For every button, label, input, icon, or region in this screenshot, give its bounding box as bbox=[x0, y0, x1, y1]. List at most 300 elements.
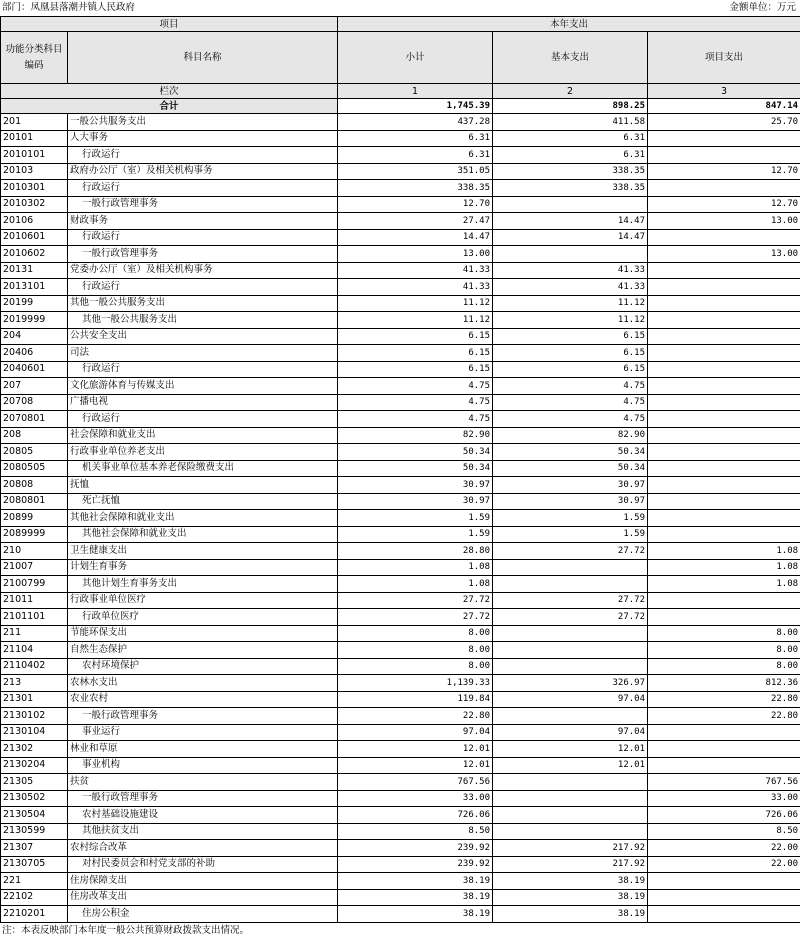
row-code: 204 bbox=[1, 328, 68, 345]
row-name: 林业和草原 bbox=[68, 741, 338, 758]
row-code: 21011 bbox=[1, 592, 68, 609]
row-subtotal: 33.00 bbox=[338, 790, 493, 807]
row-basic: 30.97 bbox=[493, 493, 648, 510]
header-column-row bbox=[1, 32, 800, 84]
row-basic: 27.72 bbox=[493, 543, 648, 560]
table-row bbox=[1, 609, 800, 626]
row-name: 财政事务 bbox=[68, 213, 338, 230]
row-project bbox=[648, 295, 800, 312]
col-header-subtotal: 小计 bbox=[338, 32, 493, 84]
row-name: 行政运行 bbox=[68, 361, 338, 378]
row-project: 1.08 bbox=[648, 543, 800, 560]
row-subtotal: 97.04 bbox=[338, 724, 493, 741]
column-index-row bbox=[1, 84, 800, 99]
row-project: 22.80 bbox=[648, 708, 800, 725]
row-name: 节能环保支出 bbox=[68, 625, 338, 642]
row-name: 农村基础设施建设 bbox=[68, 807, 338, 824]
row-basic bbox=[493, 642, 648, 659]
row-basic bbox=[493, 807, 648, 824]
footer-note: 注：本表反映部门本年度一般公共预算财政拨款支出情况。 bbox=[2, 924, 250, 936]
row-project bbox=[648, 147, 800, 164]
row-code: 20406 bbox=[1, 345, 68, 362]
row-subtotal: 1,139.33 bbox=[338, 675, 493, 692]
table-row bbox=[1, 510, 800, 527]
row-basic bbox=[493, 576, 648, 593]
row-name: 行政运行 bbox=[68, 411, 338, 428]
row-name: 自然生态保护 bbox=[68, 642, 338, 659]
row-subtotal: 22.80 bbox=[338, 708, 493, 725]
row-code: 22102 bbox=[1, 889, 68, 906]
row-project: 22.00 bbox=[648, 856, 800, 873]
row-subtotal: 8.00 bbox=[338, 625, 493, 642]
row-code: 2010602 bbox=[1, 246, 68, 263]
row-basic: 97.04 bbox=[493, 691, 648, 708]
row-project bbox=[648, 906, 800, 923]
row-name: 农业农村 bbox=[68, 691, 338, 708]
row-project bbox=[648, 609, 800, 626]
row-project bbox=[648, 427, 800, 444]
row-code: 21007 bbox=[1, 559, 68, 576]
row-name: 住房改革支出 bbox=[68, 889, 338, 906]
row-name: 人大事务 bbox=[68, 130, 338, 147]
row-basic: 1.59 bbox=[493, 526, 648, 543]
row-name: 对村民委员会和村党支部的补助 bbox=[68, 856, 338, 873]
row-subtotal: 239.92 bbox=[338, 840, 493, 857]
row-basic: 30.97 bbox=[493, 477, 648, 494]
row-project: 726.06 bbox=[648, 807, 800, 824]
row-basic: 41.33 bbox=[493, 262, 648, 279]
row-code: 20899 bbox=[1, 510, 68, 527]
row-subtotal: 1.08 bbox=[338, 559, 493, 576]
table-row bbox=[1, 543, 800, 560]
col-header-code: 功能分类科目编码 bbox=[1, 32, 68, 84]
row-code: 2013101 bbox=[1, 279, 68, 296]
row-name: 事业运行 bbox=[68, 724, 338, 741]
row-basic: 6.15 bbox=[493, 345, 648, 362]
row-name: 一般行政管理事务 bbox=[68, 196, 338, 213]
row-name: 卫生健康支出 bbox=[68, 543, 338, 560]
row-name: 党委办公厅（室）及相关机构事务 bbox=[68, 262, 338, 279]
table-row bbox=[1, 262, 800, 279]
row-subtotal: 38.19 bbox=[338, 906, 493, 923]
row-basic: 217.92 bbox=[493, 840, 648, 857]
row-code: 21104 bbox=[1, 642, 68, 659]
table-row bbox=[1, 724, 800, 741]
row-subtotal: 38.19 bbox=[338, 889, 493, 906]
table-row bbox=[1, 873, 800, 890]
row-subtotal: 14.47 bbox=[338, 229, 493, 246]
table-row bbox=[1, 526, 800, 543]
row-project: 1.08 bbox=[648, 559, 800, 576]
row-project bbox=[648, 378, 800, 395]
row-subtotal: 13.00 bbox=[338, 246, 493, 263]
row-project bbox=[648, 411, 800, 428]
table-row bbox=[1, 246, 800, 263]
row-project bbox=[648, 889, 800, 906]
row-project bbox=[648, 279, 800, 296]
table-row bbox=[1, 625, 800, 642]
col-header-project: 项目支出 bbox=[648, 32, 800, 84]
row-project bbox=[648, 460, 800, 477]
row-subtotal: 239.92 bbox=[338, 856, 493, 873]
table-row bbox=[1, 790, 800, 807]
row-code: 213 bbox=[1, 675, 68, 692]
table-row bbox=[1, 807, 800, 824]
row-name: 文化旅游体育与传媒支出 bbox=[68, 378, 338, 395]
row-name: 农村综合改革 bbox=[68, 840, 338, 857]
row-project bbox=[648, 444, 800, 461]
row-code: 2070801 bbox=[1, 411, 68, 428]
row-subtotal: 6.31 bbox=[338, 147, 493, 164]
table-row bbox=[1, 741, 800, 758]
row-name: 政府办公厅（室）及相关机构事务 bbox=[68, 163, 338, 180]
group-item-header: 项目 bbox=[1, 17, 338, 32]
table-row bbox=[1, 394, 800, 411]
row-subtotal: 30.97 bbox=[338, 477, 493, 494]
row-code: 2080505 bbox=[1, 460, 68, 477]
row-code: 20131 bbox=[1, 262, 68, 279]
row-subtotal: 338.35 bbox=[338, 180, 493, 197]
table-row bbox=[1, 147, 800, 164]
row-code: 2040601 bbox=[1, 361, 68, 378]
row-basic: 326.97 bbox=[493, 675, 648, 692]
row-basic: 1.59 bbox=[493, 510, 648, 527]
currency-unit-label: 金额单位：万元 bbox=[729, 2, 796, 13]
row-subtotal: 4.75 bbox=[338, 394, 493, 411]
row-basic: 4.75 bbox=[493, 411, 648, 428]
row-basic: 38.19 bbox=[493, 889, 648, 906]
row-subtotal: 6.15 bbox=[338, 345, 493, 362]
row-code: 20103 bbox=[1, 163, 68, 180]
row-subtotal: 6.15 bbox=[338, 361, 493, 378]
row-basic: 6.15 bbox=[493, 361, 648, 378]
row-basic bbox=[493, 823, 648, 840]
table-row bbox=[1, 757, 800, 774]
table-row bbox=[1, 493, 800, 510]
row-name: 公共安全支出 bbox=[68, 328, 338, 345]
row-basic: 50.34 bbox=[493, 444, 648, 461]
table-row bbox=[1, 559, 800, 576]
table-row bbox=[1, 361, 800, 378]
total-basic: 898.25 bbox=[493, 99, 648, 114]
row-code: 2130102 bbox=[1, 708, 68, 725]
row-project: 25.70 bbox=[648, 114, 800, 131]
row-basic: 6.31 bbox=[493, 147, 648, 164]
row-code: 21307 bbox=[1, 840, 68, 857]
expenditure-table bbox=[0, 16, 800, 923]
row-name: 住房公积金 bbox=[68, 906, 338, 923]
row-code: 20708 bbox=[1, 394, 68, 411]
row-project bbox=[648, 510, 800, 527]
table-row bbox=[1, 130, 800, 147]
row-code: 207 bbox=[1, 378, 68, 395]
row-basic: 217.92 bbox=[493, 856, 648, 873]
table-row bbox=[1, 856, 800, 873]
row-basic: 97.04 bbox=[493, 724, 648, 741]
row-subtotal: 437.28 bbox=[338, 114, 493, 131]
row-project: 8.50 bbox=[648, 823, 800, 840]
row-subtotal: 28.80 bbox=[338, 543, 493, 560]
row-name: 计划生育事务 bbox=[68, 559, 338, 576]
row-project: 22.80 bbox=[648, 691, 800, 708]
row-code: 2010601 bbox=[1, 229, 68, 246]
table-row bbox=[1, 658, 800, 675]
row-code: 20101 bbox=[1, 130, 68, 147]
table-row bbox=[1, 906, 800, 923]
row-code: 2010101 bbox=[1, 147, 68, 164]
row-subtotal: 12.01 bbox=[338, 741, 493, 758]
row-project: 13.00 bbox=[648, 213, 800, 230]
row-subtotal: 767.56 bbox=[338, 774, 493, 791]
row-code: 2080801 bbox=[1, 493, 68, 510]
row-subtotal: 351.05 bbox=[338, 163, 493, 180]
row-basic: 4.75 bbox=[493, 394, 648, 411]
total-project: 847.14 bbox=[648, 99, 800, 114]
row-project bbox=[648, 477, 800, 494]
column-index-3: 3 bbox=[648, 84, 800, 99]
row-project bbox=[648, 130, 800, 147]
row-code: 210 bbox=[1, 543, 68, 560]
table-row bbox=[1, 345, 800, 362]
row-basic: 4.75 bbox=[493, 378, 648, 395]
row-subtotal: 11.12 bbox=[338, 312, 493, 329]
table-row bbox=[1, 840, 800, 857]
row-basic: 50.34 bbox=[493, 460, 648, 477]
row-name: 行政事业单位养老支出 bbox=[68, 444, 338, 461]
row-name: 行政事业单位医疗 bbox=[68, 592, 338, 609]
row-name: 其他一般公共服务支出 bbox=[68, 312, 338, 329]
department-label: 部门：凤凰县落潮井镇人民政府 bbox=[2, 2, 136, 13]
row-name: 一般公共服务支出 bbox=[68, 114, 338, 131]
row-name: 机关事业单位基本养老保险缴费支出 bbox=[68, 460, 338, 477]
row-project: 767.56 bbox=[648, 774, 800, 791]
row-code: 201 bbox=[1, 114, 68, 131]
row-subtotal: 4.75 bbox=[338, 411, 493, 428]
row-subtotal: 41.33 bbox=[338, 279, 493, 296]
table-row bbox=[1, 576, 800, 593]
column-index-label: 栏次 bbox=[1, 84, 338, 99]
row-subtotal: 30.97 bbox=[338, 493, 493, 510]
row-basic: 38.19 bbox=[493, 873, 648, 890]
row-basic bbox=[493, 625, 648, 642]
row-project bbox=[648, 312, 800, 329]
table-row bbox=[1, 196, 800, 213]
table-row bbox=[1, 592, 800, 609]
row-name: 行政运行 bbox=[68, 279, 338, 296]
row-project: 8.00 bbox=[648, 658, 800, 675]
row-basic bbox=[493, 658, 648, 675]
table-row bbox=[1, 444, 800, 461]
table-row bbox=[1, 675, 800, 692]
row-basic: 6.15 bbox=[493, 328, 648, 345]
row-subtotal: 41.33 bbox=[338, 262, 493, 279]
table-row bbox=[1, 378, 800, 395]
row-name: 事业机构 bbox=[68, 757, 338, 774]
row-name: 其他一般公共服务支出 bbox=[68, 295, 338, 312]
row-project bbox=[648, 757, 800, 774]
row-name: 社会保障和就业支出 bbox=[68, 427, 338, 444]
row-name: 其他扶贫支出 bbox=[68, 823, 338, 840]
row-basic bbox=[493, 790, 648, 807]
table-row bbox=[1, 823, 800, 840]
row-basic: 12.01 bbox=[493, 741, 648, 758]
row-subtotal: 6.15 bbox=[338, 328, 493, 345]
row-name: 行政运行 bbox=[68, 147, 338, 164]
row-subtotal: 726.06 bbox=[338, 807, 493, 824]
total-row bbox=[1, 99, 800, 114]
table-row bbox=[1, 229, 800, 246]
table-row bbox=[1, 411, 800, 428]
row-code: 2010302 bbox=[1, 196, 68, 213]
row-subtotal: 27.47 bbox=[338, 213, 493, 230]
row-name: 扶贫 bbox=[68, 774, 338, 791]
row-basic: 27.72 bbox=[493, 609, 648, 626]
total-subtotal: 1,745.39 bbox=[338, 99, 493, 114]
table-row bbox=[1, 691, 800, 708]
row-basic: 41.33 bbox=[493, 279, 648, 296]
row-subtotal: 119.84 bbox=[338, 691, 493, 708]
row-subtotal: 27.72 bbox=[338, 592, 493, 609]
row-subtotal: 1.59 bbox=[338, 510, 493, 527]
row-name: 一般行政管理事务 bbox=[68, 790, 338, 807]
row-code: 2130104 bbox=[1, 724, 68, 741]
table-row bbox=[1, 477, 800, 494]
row-project: 12.70 bbox=[648, 196, 800, 213]
row-basic: 27.72 bbox=[493, 592, 648, 609]
row-code: 2130705 bbox=[1, 856, 68, 873]
row-subtotal: 38.19 bbox=[338, 873, 493, 890]
table-row bbox=[1, 774, 800, 791]
row-basic: 338.35 bbox=[493, 180, 648, 197]
row-code: 2110402 bbox=[1, 658, 68, 675]
row-project: 8.00 bbox=[648, 642, 800, 659]
table-row bbox=[1, 708, 800, 725]
column-index-2: 2 bbox=[493, 84, 648, 99]
row-project bbox=[648, 345, 800, 362]
row-basic bbox=[493, 559, 648, 576]
row-basic: 11.12 bbox=[493, 312, 648, 329]
row-code: 221 bbox=[1, 873, 68, 890]
row-name: 行政运行 bbox=[68, 229, 338, 246]
row-project bbox=[648, 180, 800, 197]
table-row bbox=[1, 642, 800, 659]
row-subtotal: 8.00 bbox=[338, 642, 493, 659]
total-label: 合计 bbox=[1, 99, 338, 114]
row-name: 死亡抚恤 bbox=[68, 493, 338, 510]
row-project bbox=[648, 724, 800, 741]
row-code: 21305 bbox=[1, 774, 68, 791]
row-basic: 14.47 bbox=[493, 229, 648, 246]
row-subtotal: 11.12 bbox=[338, 295, 493, 312]
row-basic: 82.90 bbox=[493, 427, 648, 444]
row-name: 行政运行 bbox=[68, 180, 338, 197]
row-code: 2130599 bbox=[1, 823, 68, 840]
row-name: 一般行政管理事务 bbox=[68, 708, 338, 725]
column-index-1: 1 bbox=[338, 84, 493, 99]
row-project: 8.00 bbox=[648, 625, 800, 642]
row-project bbox=[648, 394, 800, 411]
row-basic: 338.35 bbox=[493, 163, 648, 180]
table-row bbox=[1, 295, 800, 312]
row-basic: 14.47 bbox=[493, 213, 648, 230]
row-subtotal: 12.70 bbox=[338, 196, 493, 213]
row-code: 2010301 bbox=[1, 180, 68, 197]
row-name: 农林水支出 bbox=[68, 675, 338, 692]
table-row bbox=[1, 279, 800, 296]
row-project: 13.00 bbox=[648, 246, 800, 263]
table-row bbox=[1, 114, 800, 131]
row-project bbox=[648, 361, 800, 378]
row-code: 20199 bbox=[1, 295, 68, 312]
row-project: 812.36 bbox=[648, 675, 800, 692]
row-project: 1.08 bbox=[648, 576, 800, 593]
row-project bbox=[648, 229, 800, 246]
row-subtotal: 6.31 bbox=[338, 130, 493, 147]
row-basic: 411.58 bbox=[493, 114, 648, 131]
row-subtotal: 27.72 bbox=[338, 609, 493, 626]
row-project bbox=[648, 873, 800, 890]
row-code: 20106 bbox=[1, 213, 68, 230]
row-subtotal: 12.01 bbox=[338, 757, 493, 774]
row-name: 一般行政管理事务 bbox=[68, 246, 338, 263]
row-code: 21301 bbox=[1, 691, 68, 708]
row-basic: 38.19 bbox=[493, 906, 648, 923]
col-header-basic: 基本支出 bbox=[493, 32, 648, 84]
row-code: 20805 bbox=[1, 444, 68, 461]
row-subtotal: 50.34 bbox=[338, 460, 493, 477]
row-subtotal: 4.75 bbox=[338, 378, 493, 395]
row-code: 2089999 bbox=[1, 526, 68, 543]
row-code: 2019999 bbox=[1, 312, 68, 329]
row-subtotal: 8.50 bbox=[338, 823, 493, 840]
row-project bbox=[648, 328, 800, 345]
row-name: 司法 bbox=[68, 345, 338, 362]
row-project bbox=[648, 526, 800, 543]
row-code: 2130204 bbox=[1, 757, 68, 774]
row-code: 2210201 bbox=[1, 906, 68, 923]
row-name: 行政单位医疗 bbox=[68, 609, 338, 626]
table-row bbox=[1, 312, 800, 329]
table-row bbox=[1, 460, 800, 477]
row-subtotal: 1.08 bbox=[338, 576, 493, 593]
row-code: 211 bbox=[1, 625, 68, 642]
row-code: 208 bbox=[1, 427, 68, 444]
row-code: 2100799 bbox=[1, 576, 68, 593]
table-row bbox=[1, 213, 800, 230]
row-name: 住房保障支出 bbox=[68, 873, 338, 890]
row-code: 2130502 bbox=[1, 790, 68, 807]
row-name: 其他计划生育事务支出 bbox=[68, 576, 338, 593]
row-name: 农村环境保护 bbox=[68, 658, 338, 675]
row-project: 33.00 bbox=[648, 790, 800, 807]
row-project: 22.00 bbox=[648, 840, 800, 857]
row-name: 广播电视 bbox=[68, 394, 338, 411]
row-name: 其他社会保障和就业支出 bbox=[68, 526, 338, 543]
row-basic: 12.01 bbox=[493, 757, 648, 774]
table-row bbox=[1, 889, 800, 906]
table-row bbox=[1, 163, 800, 180]
row-name: 其他社会保障和就业支出 bbox=[68, 510, 338, 527]
header-group-row bbox=[1, 17, 800, 32]
row-name: 抚恤 bbox=[68, 477, 338, 494]
row-subtotal: 50.34 bbox=[338, 444, 493, 461]
row-basic bbox=[493, 774, 648, 791]
row-basic bbox=[493, 246, 648, 263]
row-subtotal: 8.00 bbox=[338, 658, 493, 675]
row-project: 12.70 bbox=[648, 163, 800, 180]
table-row bbox=[1, 180, 800, 197]
row-subtotal: 82.90 bbox=[338, 427, 493, 444]
